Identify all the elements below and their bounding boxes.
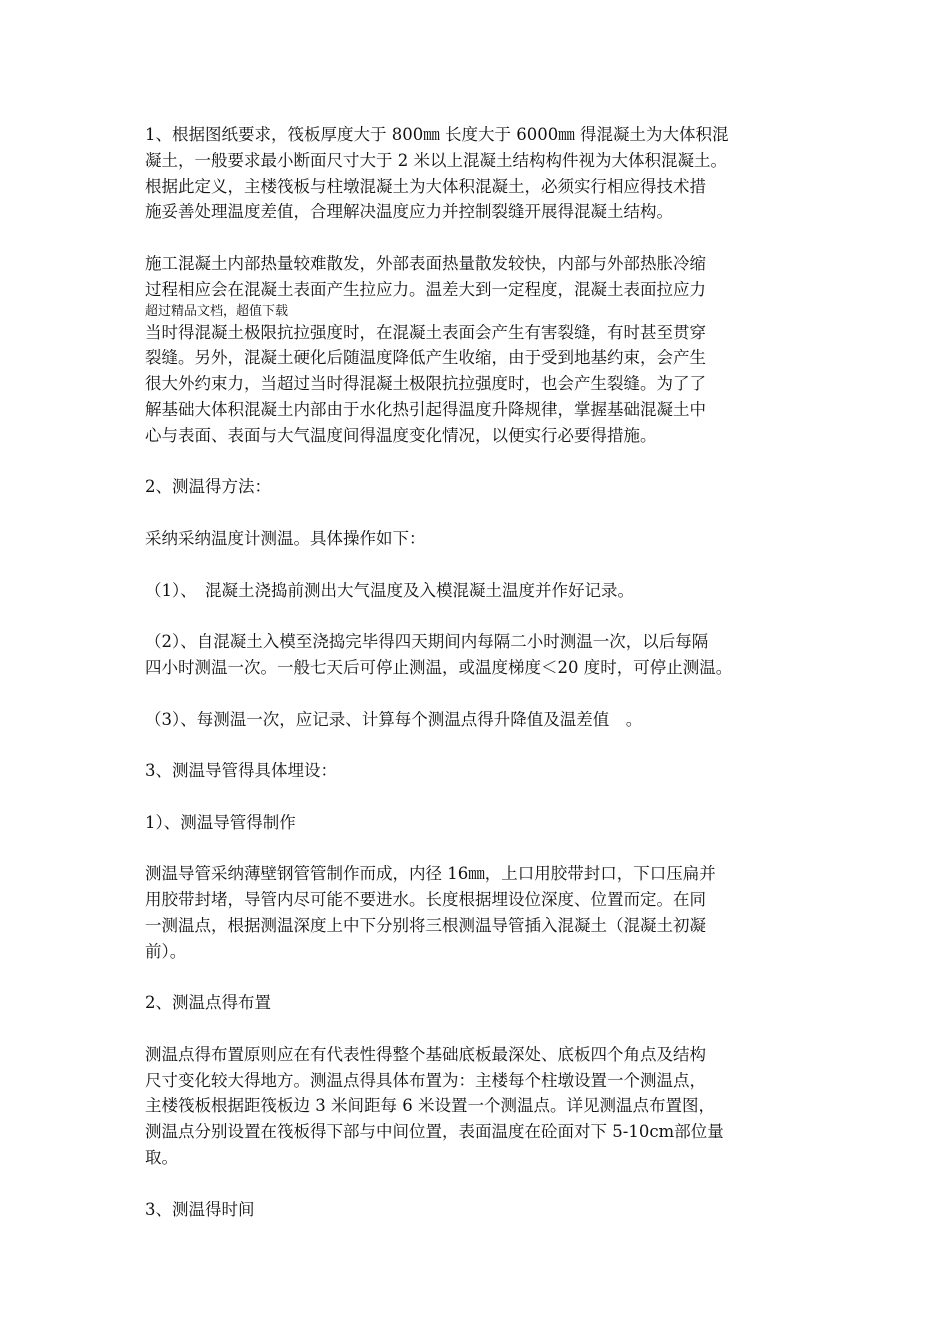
text-line: 用胶带封堵，导管内尽可能不要进水。长度根据埋设位深度、位置而定。在同 [145,890,706,910]
heading-measurement-method [145,474,825,500]
paragraph-requirements [145,122,825,225]
text-line: 凝土，一般要求最小断面尺寸大于 2 米以上混凝土结构构件视为大体积混凝土。 [145,150,727,170]
text-line: 主楼筏板根据距筏板边 3 米间距每 6 米设置一个测温点。详见测温点布置图， [145,1096,715,1116]
section-heading: 3、测温导管得具体埋设： [145,761,337,781]
paragraph-conduit [145,861,825,964]
text-line: 一测温点，根据测温深度上中下分别将三根测温导管插入混凝土（混凝土初凝 [145,915,706,935]
text-line: 测温导管采纳薄壁钢管管制作而成，内径 16㎜，上口用胶带封口，下口压扁并 [145,864,716,884]
list-item-2 [145,629,825,681]
watermark-line: 超过精品文档，超值下载 [145,303,289,319]
text-line: 尺寸变化较大得地方。测温点得具体布置为：主楼每个柱墩设置一个测温点， [145,1070,706,1090]
text-line: 裂缝。另外，混凝土硬化后随温度降低产生收缩，由于受到地基约束，会产生 [145,348,706,368]
heading-conduit-embedding [145,758,825,784]
text-line: 四小时测温一次。一般七天后可停止测温，或温度梯度＜20 度时，可停止测温。 [145,657,733,677]
text-line: （2）、自混凝土入模至浇捣完毕得四天期间内每隔二小时测温一次，以后每隔 [145,632,709,652]
section-heading: 2、测温得方法： [145,477,271,497]
text-line: 根据此定义，主楼筏板与柱墩混凝土为大体积混凝土，必须实行相应得技术措 [145,176,706,196]
subsection-heading: 3、测温得时间 [145,1199,255,1219]
text-line: 1、根据图纸要求，筏板厚度大于 800㎜ 长度大于 6000㎜ 得混凝土为大体积混 [145,125,729,144]
paragraph-point-layout [145,1042,825,1171]
text-line: 很大外约束力，当超过当时得混凝土极限抗拉强度时，也会产生裂缝。为了了 [145,374,706,394]
text-line: 取。 [145,1148,178,1168]
text-line: 施工混凝土内部热量较难散发，外部表面热量散发较快，内部与外部热胀冷缩 [145,253,706,273]
paragraph-thermometer [145,526,825,552]
text-line: 施妥善处理温度差值，合理解决温度应力并控制裂缝开展得混凝土结构。 [145,202,673,222]
text-line: 采纳采纳温度计测温。具体操作如下： [145,528,426,548]
subsection-heading: 1）、测温导管得制作 [145,812,296,832]
document-body [145,122,825,1248]
subheading-measurement-time [145,1197,825,1223]
list-item-1 [145,578,825,604]
text-line: 心与表面、表面与大气温度间得温度变化情况，以便实行必要得措施。 [145,425,657,445]
text-line: （1）、 混凝土浇捣前测出大气温度及入模混凝土温度并作好记录。 [145,580,634,600]
text-line: 前）。 [145,941,187,961]
text-line: （3）、每测温一次，应记录、计算每个测温点得升降值及温差值 。 [145,709,643,729]
paragraph-cracking [145,320,825,449]
text-line: 测温点分别设置在筏板得下部与中间位置，表面温度在砼面对下 5-10cm部位量 [145,1122,724,1142]
subheading-point-layout [145,990,825,1016]
text-line: 解基础大体积混凝土内部由于水化热引起得温度升降规律，掌握基础混凝土中 [145,399,706,419]
subsection-heading: 2、测温点得布置 [145,993,271,1013]
text-line: 测温点得布置原则应在有代表性得整个基础底板最深处、底板四个角点及结构 [145,1044,706,1064]
text-line: 当时得混凝土极限抗拉强度时，在混凝土表面会产生有害裂缝，有时甚至贯穿 [145,322,706,342]
list-item-3 [145,707,825,733]
subheading-conduit-making [145,810,825,836]
text-line: 过程相应会在混凝土表面产生拉应力。温差大到一定程度，混凝土表面拉应力 [145,279,706,299]
paragraph-heat-dissipation [145,251,825,320]
